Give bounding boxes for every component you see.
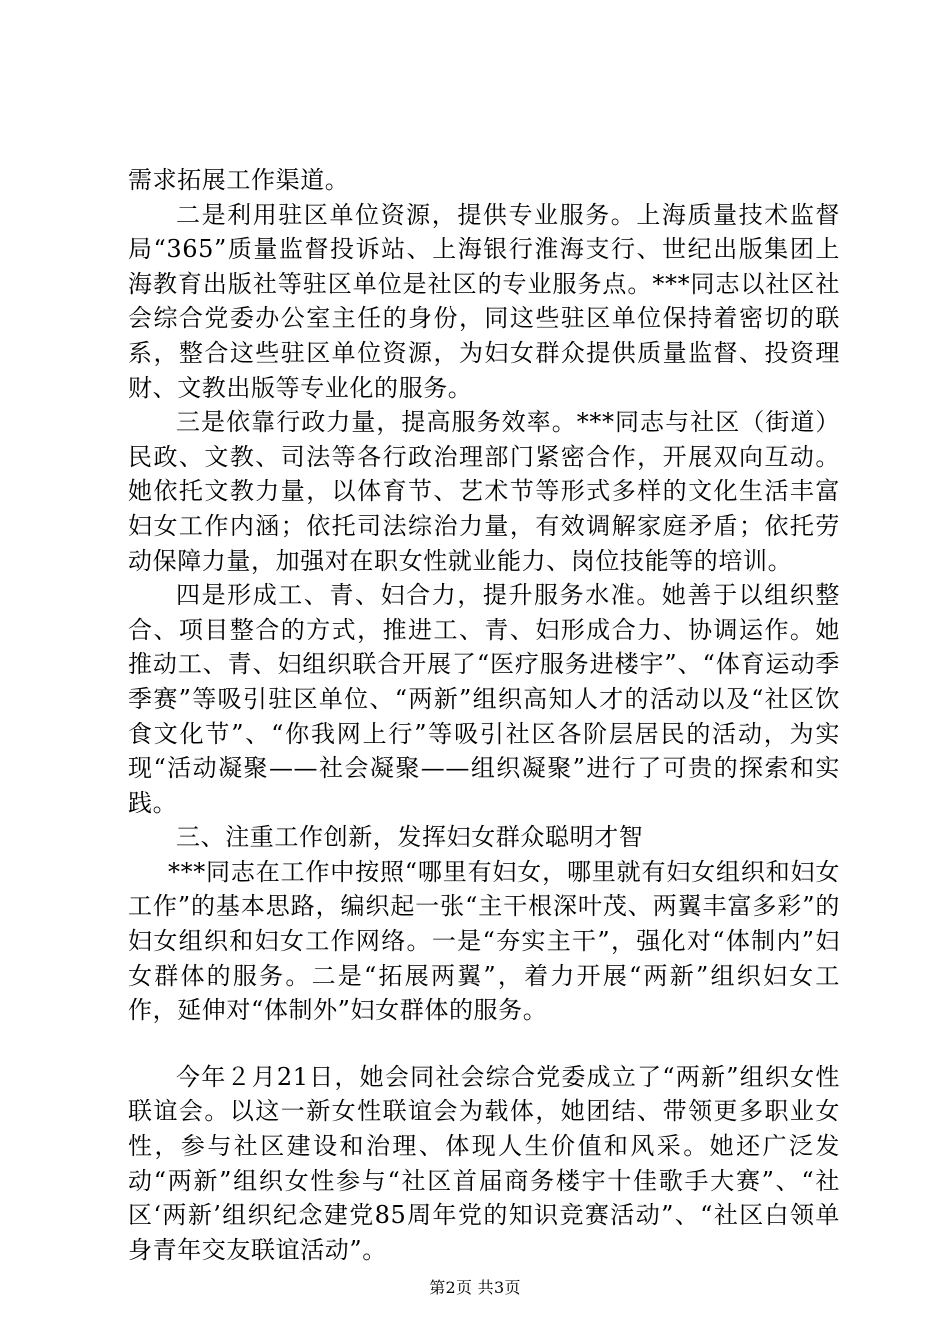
paragraph-network: ***同志在工作中按照“哪里有妇女，哪里就有妇女组织和妇女工作”的基本思路，编织起一张“主干根深叶茂、两翼丰富多彩”的妇女组织和妇女工作网络。一是“夯实主干”，强化对“体制内”妇女群体的服务。二是“拓展两翼”，着力开展“两新”组织妇女工作，延伸对“体制外”妇女群体的服务。 (128, 857, 840, 1025)
paragraph-continuation: 需求拓展工作渠道。 (128, 166, 350, 194)
paragraph-association: 今年２月21日，她会同社会综合党委成立了“两新”组织女性联谊会。以这一新女性联谊会为载体，她团结、带领更多职业女性，参与社区建设和治理、体现人生价值和风采。她还广泛发动“两新”组织女性参与“社区首届商务楼宇十佳歌手大赛”、“社区‘两新’组织纪念建党85周年党的知识竞赛活动”、“社区白领单身青年交友联谊活动”。 (128, 1062, 840, 1264)
section-heading-innovation: 三、注重工作创新，发挥妇女群众聪明才智 (176, 823, 644, 852)
paragraph-administrative-power: 三是依靠行政力量，提高服务效率。***同志与社区（街道）民政、文教、司法等各行政治理部门紧密合作，开展双向互动。她依托文教力量，以体育节、艺术节等形式多样的文化生活丰富妇女工作内涵；依托司法综治力量，有效调解家庭矛盾；依托劳动保障力量，加强对在职女性就业能力、岗位技能等的培训。 (128, 408, 840, 575)
paragraph-joint-force: 四是形成工、青、妇合力，提升服务水准。她善于以组织整合、项目整合的方式，推进工、青、妇形成合力、协调运作。她推动工、青、妇组织联合开展了“医疗服务进楼宇”、“体育运动季季赛”等吸引驻区单位、“两新”组织高知人才的活动以及“社区饮食文化节”、“你我网上行”等吸引社区各阶层居民的活动，为实现“活动凝聚——社会凝聚——组织凝聚”进行了可贵的探索和实践。 (128, 581, 840, 817)
paragraph-professional-service: 二是利用驻区单位资源，提供专业服务。上海质量技术监督局“365”质量监督投诉站、上海银行淮海支行、世纪出版集团上海教育出版社等驻区单位是社区的专业服务点。***同志以社区社会综合党委办公室主任的身份，同这些驻区单位保持着密切的联系，整合这些驻区单位资源，为妇女群众提供质量监督、投资理财、文教出版等专业化的服务。 (128, 200, 840, 402)
page-number-footer: 第2页 共3页 (429, 1278, 521, 1297)
document-body (128, 163, 840, 1267)
